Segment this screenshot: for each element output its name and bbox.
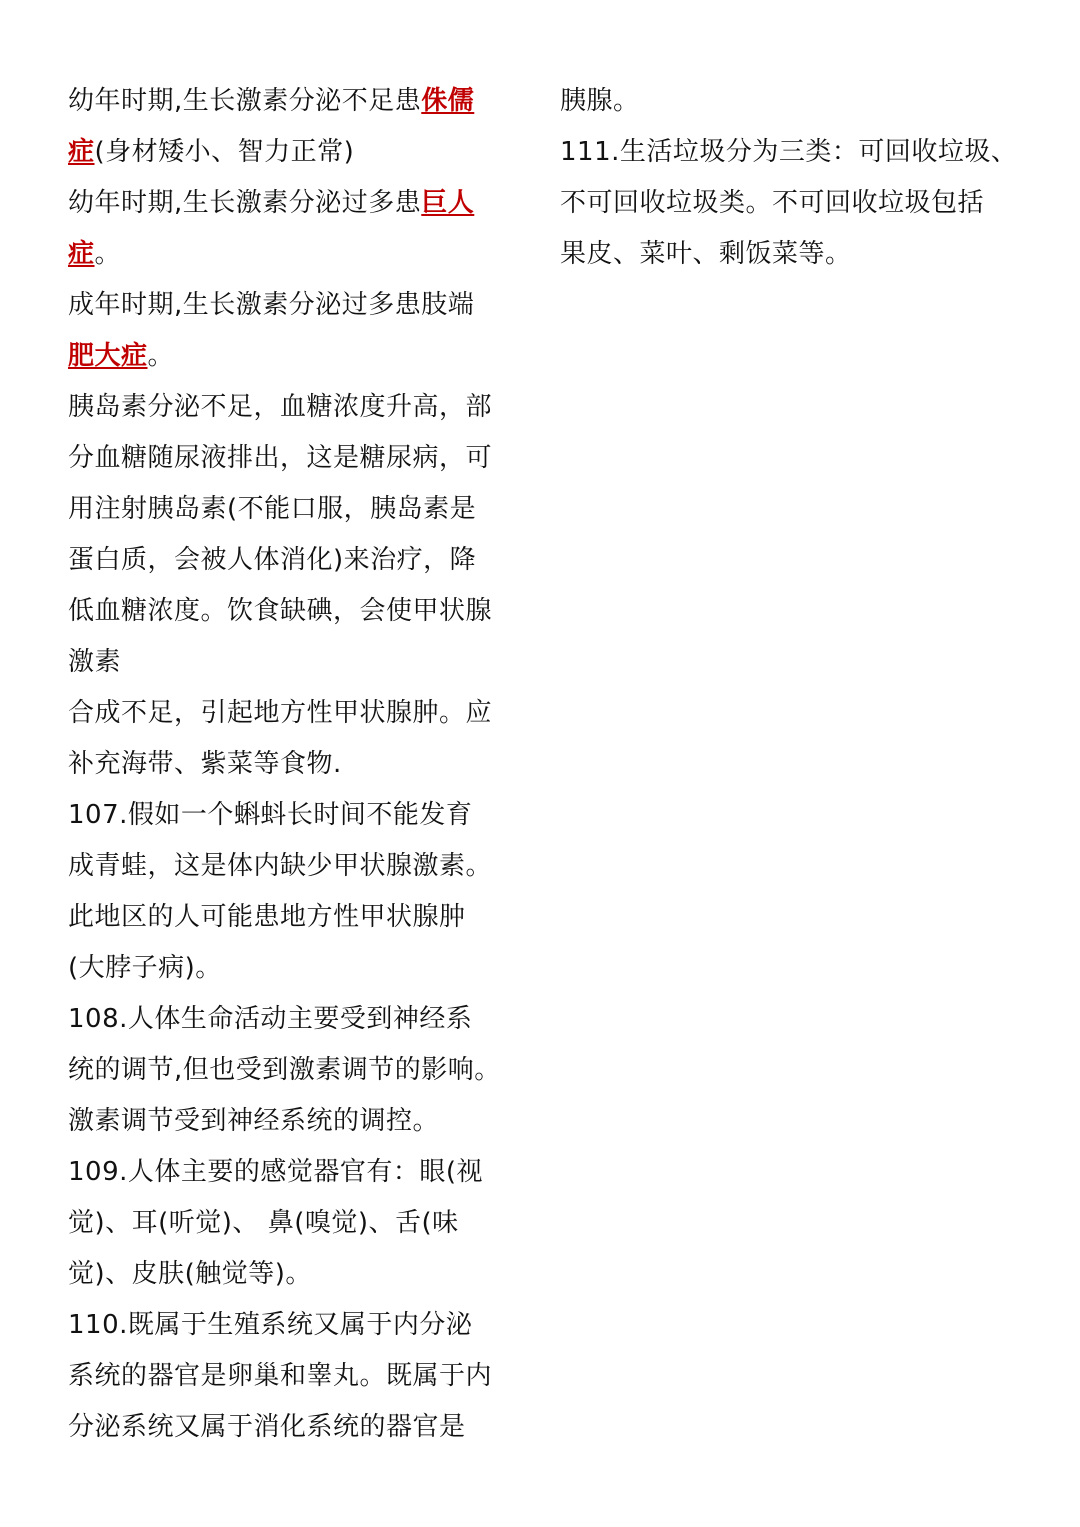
item-107-line: 成青蛙，这是体内缺少甲状腺激素。 (68, 851, 493, 881)
item-110-line: 系统的器官是卵巢和睾丸。既属于内 (68, 1361, 493, 1391)
highlighted-term: 症 (68, 137, 95, 167)
text-segment: 。 (147, 341, 175, 371)
text-segment: 幼年时期,生长激素分泌不足患 (68, 86, 422, 116)
highlighted-term: 侏儒 (421, 86, 475, 116)
text-line (68, 229, 538, 280)
text-segment: (身材矮小、智力正常) (94, 137, 355, 167)
left-column (68, 76, 538, 1453)
item-107-line: (大脖子病)。 (68, 953, 222, 983)
text-line: 用注射胰岛素(不能口服，胰岛素是 (68, 494, 477, 524)
continuation-line: 胰腺。 (560, 86, 640, 116)
highlighted-term: 肥大症 (68, 341, 148, 371)
right-column (560, 76, 1050, 280)
text-line: 低血糖浓度。饮食缺碘，会使甲状腺 (68, 596, 493, 626)
text-line (68, 76, 538, 127)
item-109-line: 觉)、耳(听觉)、 鼻(嗅觉)、舌(味 (68, 1208, 459, 1238)
text-line (68, 331, 538, 382)
text-line (68, 127, 538, 178)
item-111-line: 111.生活垃圾分为三类：可回收垃圾、 (560, 137, 1018, 167)
text-segment: 。 (94, 239, 122, 269)
text-line: 蛋白质，会被人体消化)来治疗，降 (68, 545, 477, 575)
item-111-line: 不可回收垃圾类。不可回收垃圾包括 (560, 188, 985, 218)
item-109-line: 觉)、皮肤(触觉等)。 (68, 1259, 312, 1289)
text-segment: 成年时期,生长激素分泌过多患肢端 (68, 290, 475, 320)
highlighted-term: 巨人 (421, 188, 475, 218)
text-line (68, 280, 538, 331)
text-line: 分血糖随尿液排出，这是糖尿病，可 (68, 443, 493, 473)
text-segment: 幼年时期,生长激素分泌过多患 (68, 188, 422, 218)
item-110-line: 分泌系统又属于消化系统的器官是 (68, 1412, 466, 1442)
item-109-line: 109.人体主要的感觉器官有：眼(视 (68, 1157, 484, 1187)
text-line (68, 178, 538, 229)
item-108-line: 激素调节受到神经系统的调控。 (68, 1106, 440, 1136)
item-108-line: 统的调节,但也受到激素调节的影响。 (68, 1055, 501, 1085)
item-110-line: 110.既属于生殖系统又属于内分泌 (68, 1310, 473, 1340)
item-111-line: 果皮、菜叶、剩饭菜等。 (560, 239, 852, 269)
text-line: 补充海带、紫菜等食物. (68, 749, 342, 779)
text-line: 激素 (68, 647, 122, 677)
item-107-line: 此地区的人可能患地方性甲状腺肿 (68, 902, 466, 932)
text-line: 胰岛素分泌不足，血糖浓度升高，部 (68, 392, 493, 422)
item-107-line: 107.假如一个蝌蚪长时间不能发育 (68, 800, 473, 830)
highlighted-term: 症 (68, 239, 95, 269)
text-line: 合成不足，引起地方性甲状腺肿。应 (68, 698, 493, 728)
item-108-line: 108.人体生命活动主要受到神经系 (68, 1004, 473, 1034)
